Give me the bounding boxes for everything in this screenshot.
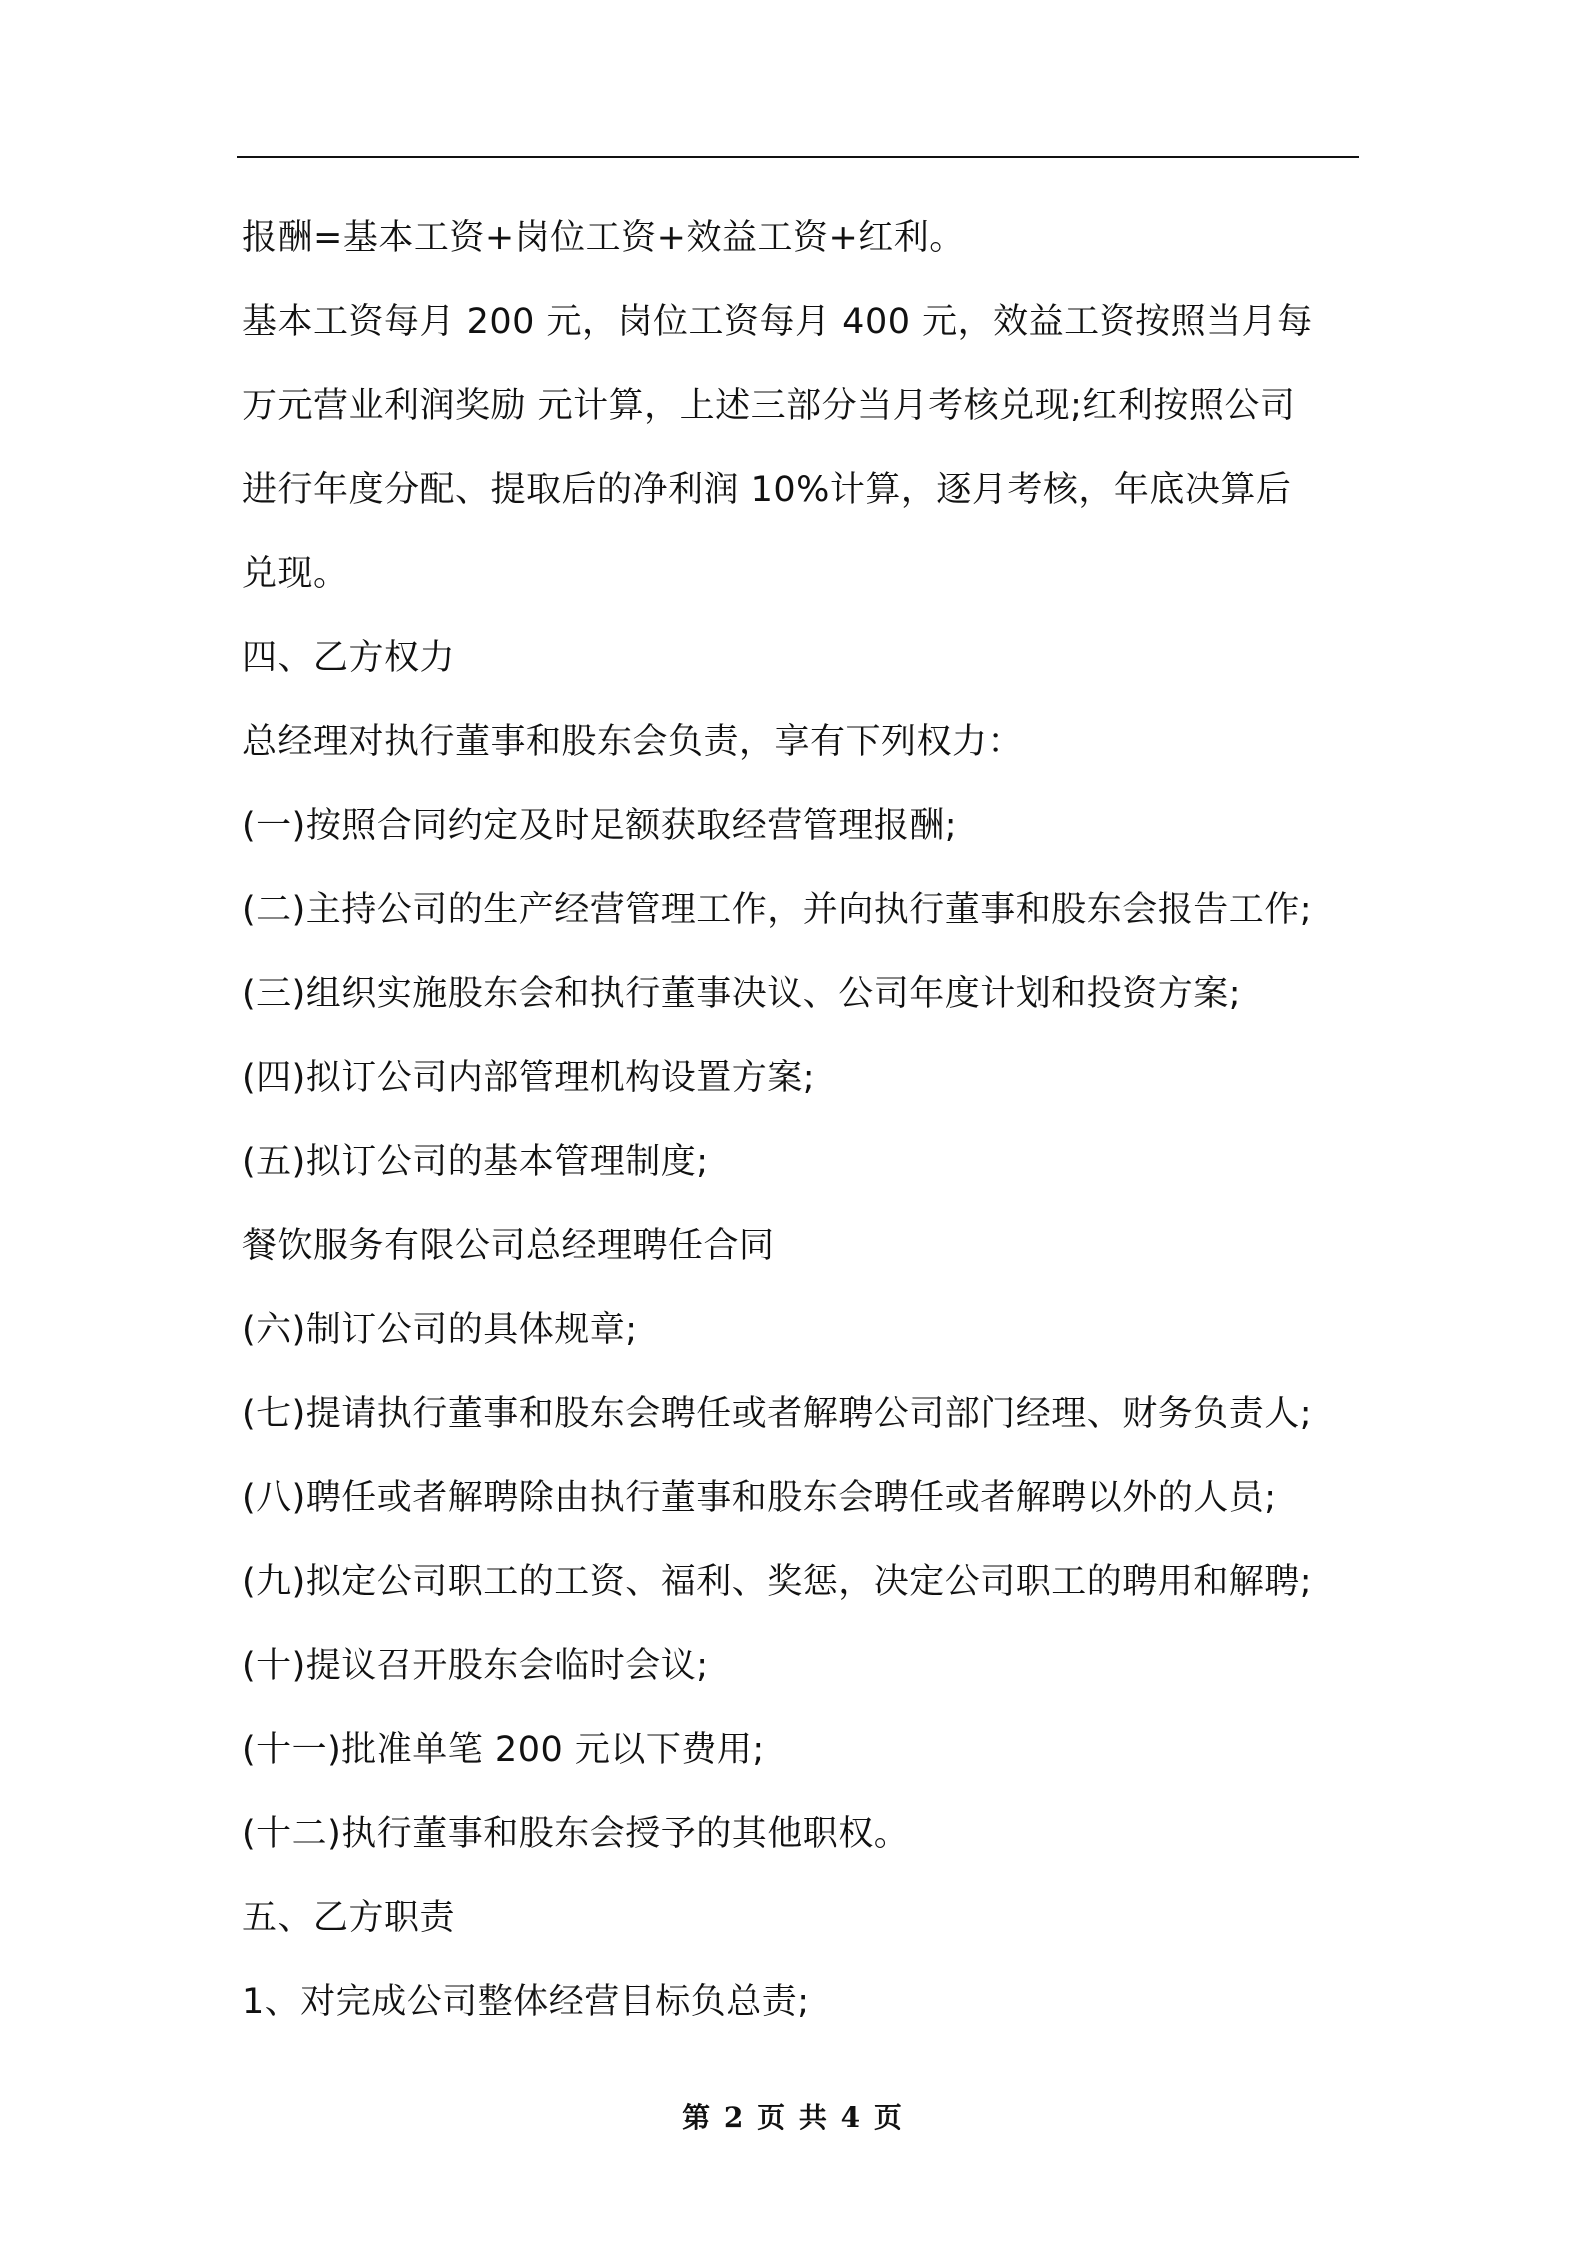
section-heading: 四、乙方权力 xyxy=(242,638,456,678)
list-item: (二)主持公司的生产经营管理工作，并向执行董事和股东会报告工作; xyxy=(242,890,1313,930)
paragraph-line: 总经理对执行董事和股东会负责，享有下列权力： xyxy=(242,722,1024,762)
page-number-footer: 第 2 页 共 4 页 xyxy=(682,2101,904,2134)
list-item: (五)拟订公司的基本管理制度; xyxy=(242,1142,709,1182)
document-title-line: 餐饮服务有限公司总经理聘任合同 xyxy=(242,1226,775,1266)
list-item: 1、对完成公司整体经营目标负总责; xyxy=(242,1982,810,2022)
list-item: (十)提议召开股东会临时会议; xyxy=(242,1646,709,1686)
document-body xyxy=(242,196,1360,2044)
section-heading: 五、乙方职责 xyxy=(242,1898,456,1938)
list-item: (七)提请执行董事和股东会聘任或者解聘公司部门经理、财务负责人; xyxy=(242,1394,1313,1434)
list-item: (三)组织实施股东会和执行董事决议、公司年度计划和投资方案; xyxy=(242,974,1242,1014)
paragraph-line: 兑现。 xyxy=(242,554,349,594)
paragraph-line: 报酬=基本工资+岗位工资+效益工资+红利。 xyxy=(242,218,965,258)
paragraph-line: 基本工资每月 200 元，岗位工资每月 400 元，效益工资按照当月每 xyxy=(242,302,1313,342)
list-item: (八)聘任或者解聘除由执行董事和股东会聘任或者解聘以外的人员; xyxy=(242,1478,1277,1518)
list-item: (十二)执行董事和股东会授予的其他职权。 xyxy=(242,1814,910,1854)
paragraph-line: 万元营业利润奖励 元计算，上述三部分当月考核兑现;红利按照公司 xyxy=(242,386,1296,426)
list-item: (四)拟订公司内部管理机构设置方案; xyxy=(242,1058,816,1098)
list-item: (十一)批准单笔 200 元以下费用; xyxy=(242,1730,765,1770)
paragraph-line: 进行年度分配、提取后的净利润 10%计算，逐月考核，年底决算后 xyxy=(242,470,1292,510)
list-item: (一)按照合同约定及时足额获取经营管理报酬; xyxy=(242,806,958,846)
list-item: (九)拟定公司职工的工资、福利、奖惩，决定公司职工的聘用和解聘; xyxy=(242,1562,1313,1602)
header-rule xyxy=(237,156,1359,158)
list-item: (六)制订公司的具体规章; xyxy=(242,1310,638,1350)
